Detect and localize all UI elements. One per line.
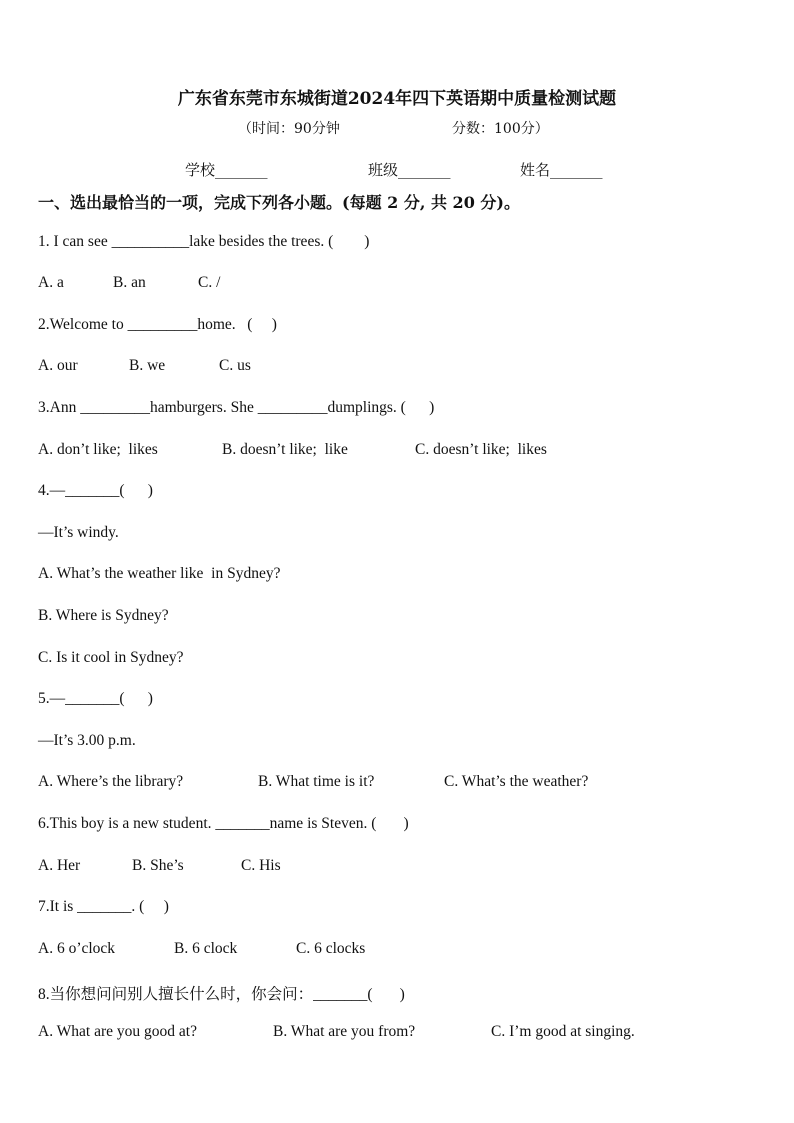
- question-5-option-c: C. What’s the weather?: [444, 773, 589, 790]
- question-3-stem: 3.Ann _________hamburgers. She _________dumplings. ( ): [38, 399, 435, 416]
- question-1-option-b: B. an: [113, 274, 146, 291]
- question-5-option-b: B. What time is it?: [258, 773, 375, 790]
- question-8-option-b: B. What are you from?: [273, 1023, 416, 1040]
- question-1-stem: 1. I can see __________lake besides the trees. ( ): [38, 233, 370, 250]
- question-2-stem: 2.Welcome to _________home. ( ): [38, 316, 277, 333]
- question-5-stem: 5.—_______( ): [38, 690, 153, 707]
- question-6-option-b: B. She’s: [132, 857, 184, 874]
- question-4-reply: —It’s windy.: [38, 524, 119, 541]
- question-4-option-c: C. Is it cool in Sydney?: [38, 649, 184, 666]
- question-8-option-a: A. What are you good at?: [38, 1023, 197, 1040]
- question-8-option-c: C. I’m good at singing.: [491, 1023, 635, 1040]
- exam-score: 分数：100分）: [452, 121, 549, 137]
- section-heading: 一、选出最恰当的一项，完成下列各小题。(每题 2 分, 共 20 分)。: [38, 193, 520, 212]
- question-5-reply: —It’s 3.00 p.m.: [38, 732, 136, 749]
- question-7-stem: 7.It is _______. ( ): [38, 898, 169, 915]
- question-4-option-b: B. Where is Sydney?: [38, 607, 169, 624]
- question-6-option-c: C. His: [241, 857, 281, 874]
- question-3-option-a: A. don’t like; likes: [38, 441, 158, 458]
- question-4-option-a: A. What’s the weather like in Sydney?: [38, 565, 281, 582]
- class-field: 班级_______: [368, 161, 451, 179]
- question-4-stem: 4.—_______( ): [38, 482, 153, 499]
- school-field: 学校_______: [185, 161, 268, 179]
- question-3-option-b: B. doesn’t like; like: [222, 441, 348, 458]
- exam-time: （时间：90分钟: [238, 121, 340, 137]
- question-2-option-c: C. us: [219, 357, 251, 374]
- question-8-stem: 8.当你想问问别人擅长什么时，你会问：_______( ): [38, 986, 405, 1003]
- question-7-option-a: A. 6 o’clock: [38, 940, 116, 957]
- question-6-stem: 6.This boy is a new student. _______name is Steven. ( ): [38, 815, 409, 832]
- question-5-option-a: A. Where’s the library?: [38, 773, 184, 790]
- question-2-option-b: B. we: [129, 357, 166, 374]
- question-6-option-a: A. Her: [38, 857, 81, 874]
- question-3-option-c: C. doesn’t like; likes: [415, 441, 547, 458]
- question-2-option-a: A. our: [38, 357, 78, 374]
- page-title: 广东省东莞市东城街道2024年四下英语期中质量检测试题: [177, 89, 617, 109]
- question-1-option-c: C. /: [198, 274, 221, 291]
- question-1-option-a: A. a: [38, 274, 64, 291]
- question-7-option-b: B. 6 clock: [174, 940, 238, 957]
- name-field: 姓名_______: [520, 161, 603, 179]
- question-7-option-c: C. 6 clocks: [296, 940, 366, 957]
